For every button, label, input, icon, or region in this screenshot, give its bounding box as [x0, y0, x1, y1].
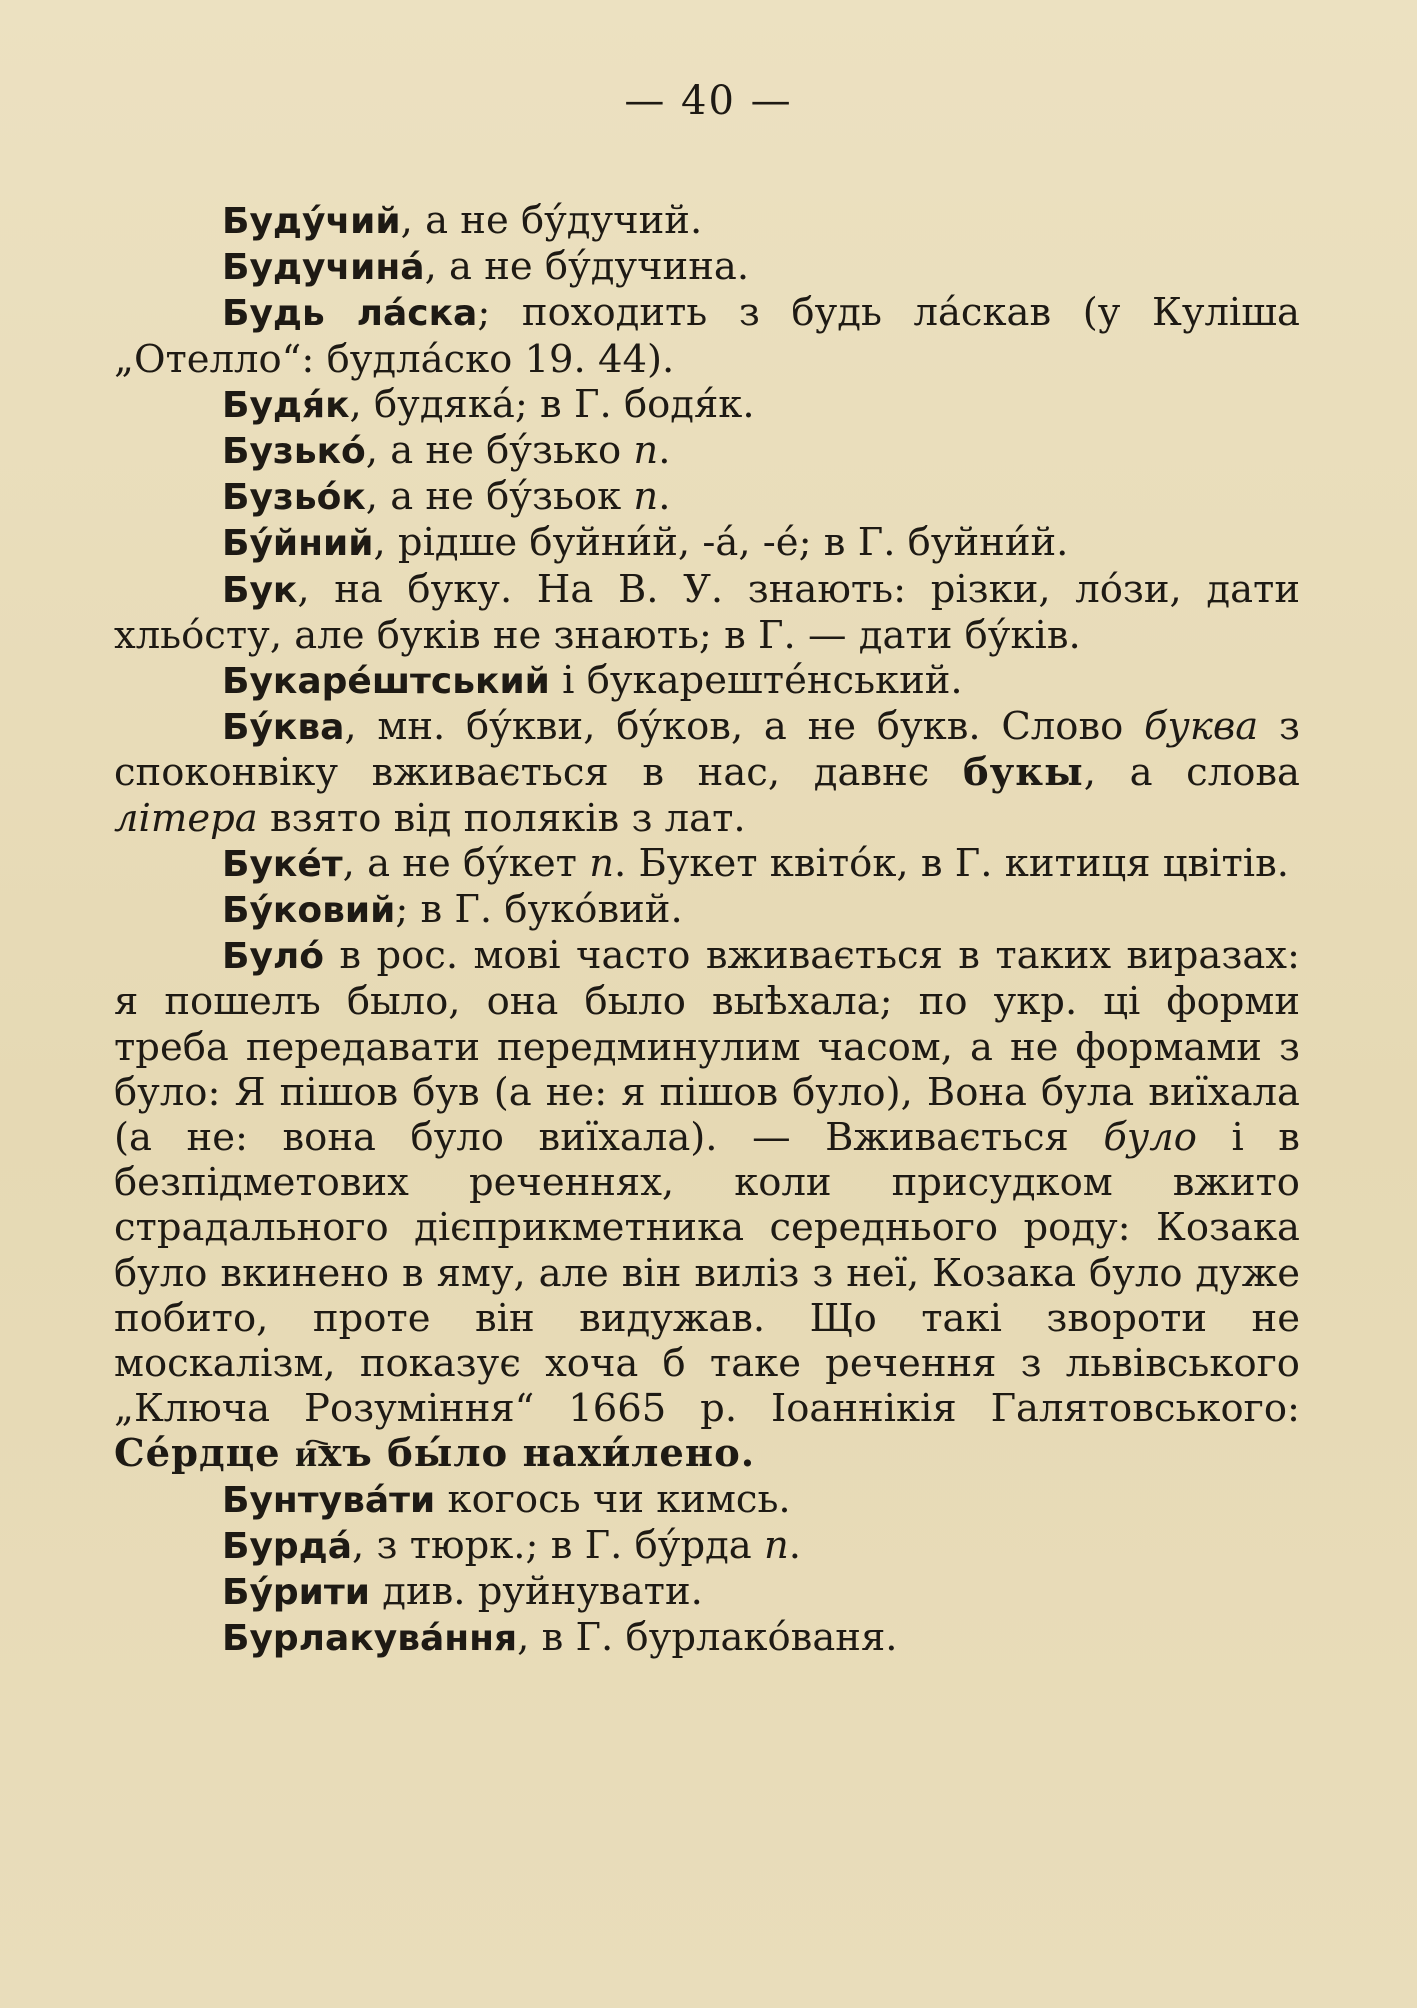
entry-text: , з тюрк.; в Г. бу́рда: [352, 1522, 764, 1568]
entry-text: ; в Г. буко́вий.: [395, 887, 683, 933]
old-script-quote: букы: [962, 750, 1084, 796]
entry-headword: Буду́чий: [222, 201, 401, 242]
entry-headword: Будь ла́ска: [222, 293, 478, 335]
entry-text: .: [658, 474, 671, 520]
entry-text: з споконвіку вживається в нас, давнє: [114, 704, 1300, 796]
entry-text: , будяка́; в Г. бодя́к.: [349, 381, 755, 427]
entry-headword: Бузько́: [222, 431, 366, 473]
entry-text: .: [658, 428, 671, 474]
entry-text: в рос. мові часто вживається в таких виразах: я пошелъ было, она было выѣхала; по укр. ці форми треба передавати передминулим часом, а не формами з було: Я пішов був (а не: я пішов було), Вона була виїхала (а не: вона було виїхала). — Вживається: [114, 933, 1300, 1161]
dictionary-entry: [114, 887, 1300, 933]
dictionary-entry: [114, 520, 1300, 566]
dictionary-entry: [114, 428, 1300, 474]
dictionary-entry: [114, 244, 1300, 290]
entry-text: див. руйнувати.: [370, 1569, 703, 1615]
entry-text: , в Г. бурлако́ваня.: [517, 1615, 898, 1661]
italic-term: п: [589, 840, 614, 886]
dictionary-entry: [114, 1477, 1300, 1523]
dictionary-entry: [114, 1523, 1300, 1569]
entry-headword: Бузьо́к: [222, 477, 366, 519]
entry-text: , а не бу́дучина.: [424, 244, 750, 290]
entry-text: ; походить з будь ла́скав (у Куліша „Отелло“: будла́ско 19. 44).: [114, 290, 1300, 382]
entry-text: , рідше буйни́й, -а́, -е́; в Г. буйни́й.: [373, 520, 1069, 566]
dictionary-entry: [114, 567, 1300, 658]
entry-headword: Бу́ковий: [222, 890, 396, 932]
entry-text: . Букет квіто́к, в Г. китиця цвітів.: [614, 840, 1289, 886]
dictionary-entry: [114, 1569, 1300, 1615]
entry-text: .: [788, 1522, 802, 1568]
italic-term: літера: [114, 795, 258, 841]
entry-headword: Було́: [222, 936, 325, 978]
entry-headword: Бук: [222, 569, 298, 611]
entry-headword: Букаре́штський: [222, 661, 550, 703]
entry-text: , а не бу́зько: [365, 428, 634, 474]
dictionary-entry: [114, 704, 1300, 841]
dictionary-text: [114, 198, 1300, 1662]
dictionary-entry: [114, 474, 1300, 520]
page-number: — 40 —: [624, 78, 793, 124]
entry-headword: Бурлакува́ння: [222, 1618, 518, 1660]
entry-text: , а не бу́дучий.: [400, 198, 703, 243]
entry-headword: Будучина́: [222, 247, 425, 289]
entry-headword: Будя́к: [222, 384, 350, 426]
dictionary-entry: [114, 290, 1300, 381]
italic-term: п: [633, 428, 659, 474]
italic-term: п: [633, 474, 659, 520]
entry-text: , на буку. На В. У. знають: різки, ло́зи, дати хльо́сту, але буків не знають; в Г. — дати бу́ків.: [114, 566, 1300, 658]
dictionary-entry: [114, 841, 1300, 887]
entry-headword: Бу́йний: [222, 523, 374, 565]
entry-text: , а слова: [1083, 750, 1300, 796]
entry-text: , мн. бу́кви, бу́ков, а не букв. Слово: [344, 704, 1145, 750]
entry-text: , а не бу́зьок: [365, 474, 634, 520]
old-script-quote: Сéрдце и҇хъ бы́ло нахи́лено.: [114, 1431, 756, 1477]
entry-headword: Бунтува́ти: [222, 1479, 436, 1521]
dictionary-entry: [114, 198, 1300, 244]
entry-headword: Бурда́: [222, 1525, 353, 1567]
entry-headword: Буке́т: [222, 843, 343, 885]
dictionary-entry: [114, 933, 1300, 1476]
entry-text: і в безпідметових реченнях, коли присудком вжито страдального дієприкметника середнього роду: Козака було вкинено в яму, але він виліз з неї, Козака було дуже побито, проте він видужав. Що такі звороти не москалізм, показує хоча б таке речення з львівського „Ключа Розуміння“ 1665 р. Іоаннікія Галятовського:: [114, 1115, 1300, 1432]
entry-text: і букарештéнський.: [549, 658, 963, 704]
dictionary-entry: [114, 382, 1300, 428]
italic-term: буква: [1144, 704, 1259, 750]
entry-headword: Бу́ква: [222, 707, 345, 749]
entry-text: взято від поляків з лат.: [257, 795, 746, 841]
italic-term: п: [764, 1522, 789, 1568]
italic-term: було: [1103, 1115, 1197, 1161]
entry-headword: Бу́рити: [222, 1572, 370, 1614]
dictionary-entry: [114, 658, 1300, 704]
dictionary-entry: [114, 1615, 1300, 1661]
entry-text: , а не бу́кет: [342, 840, 590, 886]
entry-text: когось чи кимсь.: [435, 1476, 791, 1522]
